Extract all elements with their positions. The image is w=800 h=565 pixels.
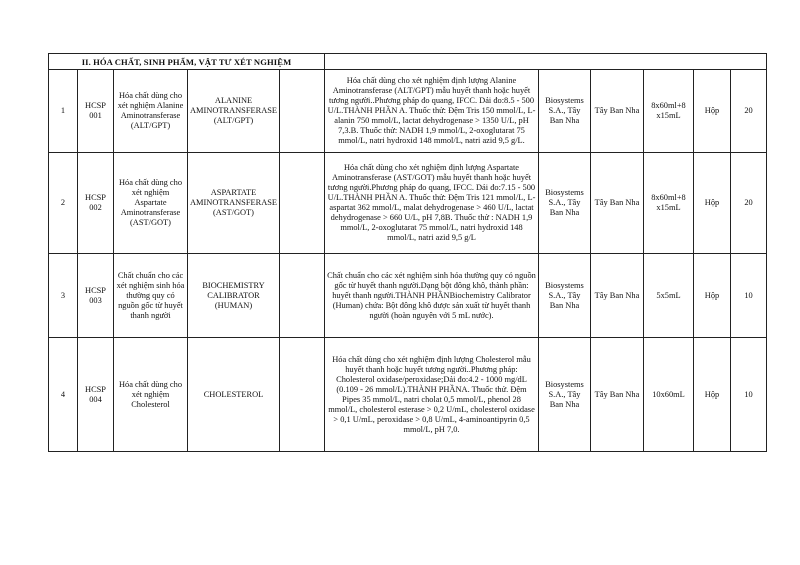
row-index: 4 (49, 338, 78, 452)
quantity: 20 (731, 153, 767, 254)
manufacturer: Biosystems S.A., Tây Ban Nha (539, 338, 591, 452)
section-title: II. HÓA CHẤT, SINH PHẨM, VẬT TƯ XÉT NGHIỆM (49, 54, 325, 70)
table-row (49, 254, 767, 338)
item-code: HCSP 001 (78, 70, 114, 153)
unit: Hộp (694, 70, 731, 153)
origin-country: Tây Ban Nha (591, 338, 644, 452)
blank-cell (280, 153, 325, 254)
item-description: Hóa chất dùng cho xét nghiệm định lượng Cholesterol mẫu huyết thanh hoặc huyết tương người..Phương pháp: Cholesterol oxidase/peroxidase;Dải đo:4.2 - 1000 mg/dL (0.109 - 26 mmol/L).THÀNH PHẦNA. Thuốc thử. Đệm Pipes 35 mmol/L, natri cholat 0,5 mmol/L, phenol 28 mmol/L, cholesterol esterase > 0,2 U/mL, cholesterol oxidase > 0,1 U/mL, peroxidase > 0,8 U/mL, 4-aminoantipyrin 0,5 mmol/L, pH 7,0. (325, 338, 539, 452)
packaging: 8x60ml+8 x15mL (644, 153, 694, 254)
unit: Hộp (694, 153, 731, 254)
commercial-name: ASPARTATE AMINOTRANSFERASE (AST/GOT) (188, 153, 280, 254)
item-code: HCSP 002 (78, 153, 114, 254)
table-row (49, 70, 767, 153)
supplies-table (48, 53, 767, 452)
table-row (49, 338, 767, 452)
blank-cell (280, 254, 325, 338)
row-index: 1 (49, 70, 78, 153)
blank-cell (280, 70, 325, 153)
packaging: 10x60mL (644, 338, 694, 452)
origin-country: Tây Ban Nha (591, 153, 644, 254)
commercial-name: BIOCHEMISTRY CALIBRATOR (HUMAN) (188, 254, 280, 338)
manufacturer: Biosystems S.A., Tây Ban Nha (539, 254, 591, 338)
origin-country: Tây Ban Nha (591, 70, 644, 153)
item-description: Hóa chất dùng cho xét nghiệm định lượng Aspartate Aminotransferase (AST/GOT) mẫu huyết thanh hoặc huyết tương người.Phương pháp đo quang, IFCC. Dải đo:7.15 - 500 U/L.THÀNH PHẦN A. Thuốc thử: Đệm Tris 121 mmol/L, L-aspartat 362 mmol/L, malat dehydrogenase > 460 U/L, lactat dehydrogenase > 660 U/L, pH 7,8B. Thuốc thử : NADH 1,9 mmol/L, 2-oxoglutarat 75 mmol/L, natri hydroxid 148 mmol/L, natri azid 9,5 g/L (325, 153, 539, 254)
quantity: 20 (731, 70, 767, 153)
table-row (49, 153, 767, 254)
unit: Hộp (694, 254, 731, 338)
item-description: Chất chuẩn cho các xét nghiệm sinh hóa thường quy có nguồn gốc từ huyết thanh người.Dạng bột đông khô, thành phần: huyết thanh người.THÀNH PHẦNBiochemistry Calibrator (Human) chứa: Bột đông khô được sản xuất từ huyết thanh người (hoàn nguyên với 5 mL nước). (325, 254, 539, 338)
blank-cell (280, 338, 325, 452)
item-description: Hóa chất dùng cho xét nghiệm định lượng Alanine Aminotransferase (ALT/GPT) mẫu huyết thanh hoặc huyết tương người..Phương pháp đo quang, IFCC. Dải đo:8.5 - 500 U/L.THÀNH PHẦN A. Thuốc thử: Đệm Tris 150 mmol/L, L-alanin 750 mmol/L, lactat dehydrogenase > 1350 U/L, pH 7,3.B. Thuốc thử: NADH 1,9 mmol/L, 2-oxoglutarat 75 mmol/L, natri hydroxid 148 mmol/L, natri azid 9,5 g/L. (325, 70, 539, 153)
row-index: 2 (49, 153, 78, 254)
row-index: 3 (49, 254, 78, 338)
commercial-name: CHOLESTEROL (188, 338, 280, 452)
item-name: Hóa chất dùng cho xét nghiệm Cholesterol (114, 338, 188, 452)
item-name: Chất chuẩn cho các xét nghiệm sinh hóa thường quy có nguồn gốc từ huyết thanh người (114, 254, 188, 338)
origin-country: Tây Ban Nha (591, 254, 644, 338)
manufacturer: Biosystems S.A., Tây Ban Nha (539, 70, 591, 153)
quantity: 10 (731, 338, 767, 452)
unit: Hộp (694, 338, 731, 452)
item-name: Hóa chất dùng cho xét nghiệm Aspartate Aminotransferase (AST/GOT) (114, 153, 188, 254)
packaging: 8x60ml+8 x15mL (644, 70, 694, 153)
item-name: Hóa chất dùng cho xét nghiệm Alanine Aminotransferase (ALT/GPT) (114, 70, 188, 153)
item-code: HCSP 004 (78, 338, 114, 452)
packaging: 5x5mL (644, 254, 694, 338)
section-title-filler (325, 54, 767, 70)
quantity: 10 (731, 254, 767, 338)
item-code: HCSP 003 (78, 254, 114, 338)
manufacturer: Biosystems S.A., Tây Ban Nha (539, 153, 591, 254)
commercial-name: ALANINE AMINOTRANSFERASE (ALT/GPT) (188, 70, 280, 153)
